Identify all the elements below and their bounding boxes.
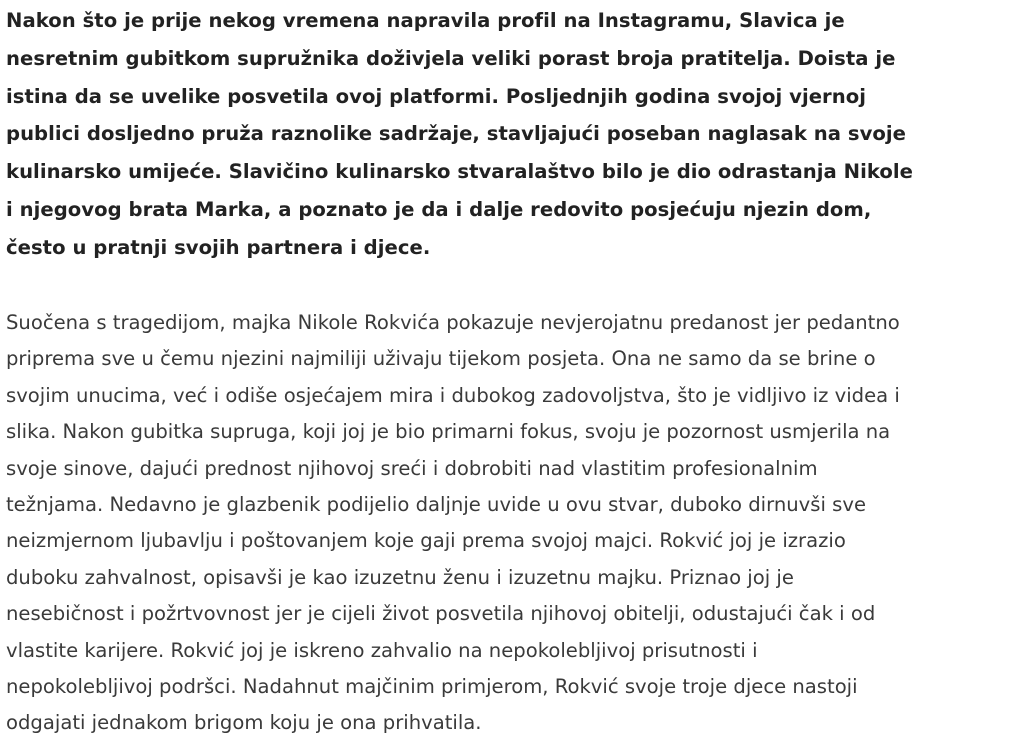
lead-paragraph-line: publici dosljedno pruža raznolike sadržaje, stavljajući poseban naglasak na svoje: [6, 122, 906, 146]
body-paragraph-line: Suočena s tragedijom, majka Nikole Rokvića pokazuje nevjerojatnu predanost jer pedantno: [6, 311, 900, 334]
body-paragraph-line: svojim unucima, već i odiše osjećajem mira i dubokog zadovoljstva, što je vidljivo iz videa i: [6, 383, 900, 407]
lead-paragraph-line: nesretnim gubitkom supružnika doživjela veliki porast broja pratitelja. Doista je: [6, 46, 896, 70]
body-paragraph-line: odgajati jednakom brigom koju je ona prihvatila.: [6, 711, 482, 735]
body-paragraph-line: priprema sve u čemu njezini najmiliji uživaju tijekom posjeta. Ona ne samo da se brine o: [6, 347, 876, 371]
lead-paragraph-line: Nakon što je prije nekog vremena napravila profil na Instagramu, Slavica je: [6, 9, 845, 32]
body-paragraph-line: svoje sinove, dajući prednost njihovoj sreći i dobrobiti nad vlastitim profesionalnim: [6, 456, 818, 480]
body-paragraph-line: neizmjernom ljubavlju i poštovanjem koje gaji prema svojoj majci. Rokvić joj je izrazio: [6, 529, 846, 553]
body-paragraph-line: nepokolebljivoj podršci. Nadahnut majčinim primjerom, Rokvić svoje troje djece nastoji: [6, 675, 858, 699]
body-paragraph: [6, 305, 1020, 742]
lead-paragraph-line: i njegovog brata Marka, a poznato je da i dalje redovito posjećuju njezin dom,: [6, 197, 872, 221]
lead-paragraph: [6, 2, 1020, 267]
body-paragraph-line: vlastite karijere. Rokvić joj je iskreno zahvalio na nepokolebljivoj prisutnosti i: [6, 638, 758, 662]
body-paragraph-line: težnjama. Nedavno je glazbenik podijelio daljnje uvide u ovu stvar, duboko dirnuvši sve: [6, 493, 867, 517]
body-paragraph-line: nesebičnost i požrtvovnost jer je cijeli život posvetila njihovoj obitelji, odustajući čak i od: [6, 602, 876, 626]
body-paragraph-line: slika. Nakon gubitka supruga, koji joj je bio primarni fokus, svoju je pozornost usmjerila na: [6, 420, 891, 444]
lead-paragraph-line: istina da se uvelike posvetila ovoj platformi. Posljednjih godina svojoj vjernoj: [6, 84, 866, 108]
lead-paragraph-line: često u pratnji svojih partnera i djece.: [6, 235, 431, 259]
lead-paragraph-line: kulinarsko umijeće. Slavičino kulinarsko stvaralaštvo bilo je dio odrastanja Nikole: [6, 160, 914, 184]
body-paragraph-line: duboku zahvalnost, opisavši je kao izuzetnu ženu i izuzetnu majku. Priznao joj je: [6, 565, 794, 589]
